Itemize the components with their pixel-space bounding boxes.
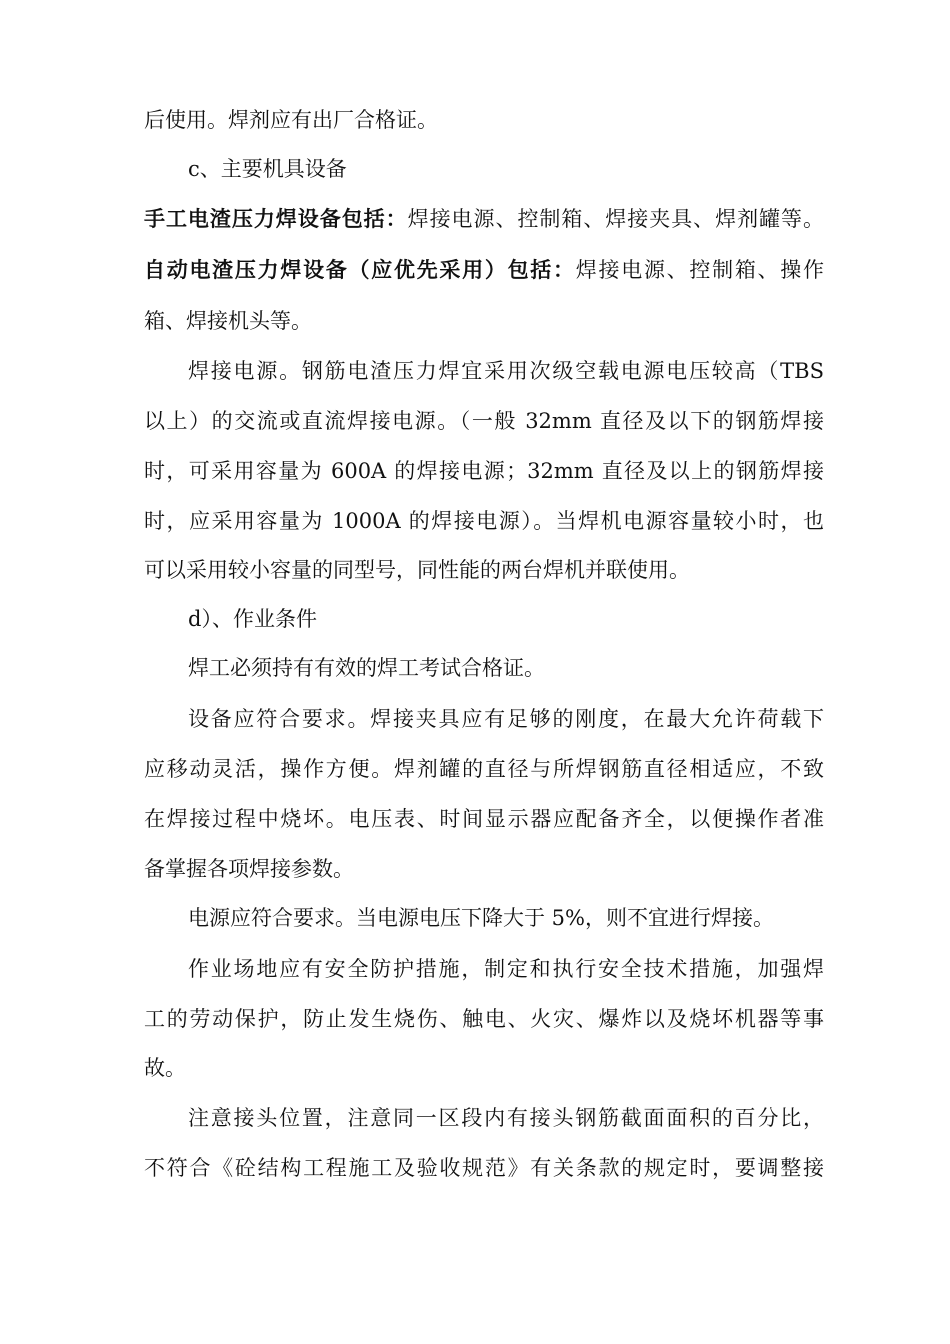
body-text-line: 时，应采用容量为 1000A 的焊接电源）。当焊机电源容量较小时，也	[144, 509, 824, 533]
section-heading-d: d）、作业条件	[188, 607, 317, 631]
section-heading-c: c、主要机具设备	[188, 157, 347, 181]
body-text-line: 时，可采用容量为 600A 的焊接电源；32mm 直径及以上的钢筋焊接	[144, 459, 824, 483]
body-text-line: 注意接头位置，注意同一区段内有接头钢筋截面面积的百分比，	[188, 1106, 824, 1130]
body-text-line: 作业场地应有安全防护措施，制定和执行安全技术措施，加强焊	[188, 957, 824, 981]
body-text-line: 后使用。焊剂应有出厂合格证。	[144, 108, 438, 132]
body-text-line: 焊接电源。钢筋电渣压力焊宜采用次级空载电源电压较高（TBS	[188, 359, 824, 383]
body-text-line: 以上）的交流或直流焊接电源。（一般 32mm 直径及以下的钢筋焊接	[144, 409, 824, 433]
body-text-line: 可以采用较小容量的同型号，同性能的两台焊机并联使用。	[144, 558, 690, 582]
body-text-line: 设备应符合要求。焊接夹具应有足够的刚度，在最大允许荷载下	[188, 707, 824, 731]
body-text-line: 不符合《砼结构工程施工及验收规范》有关条款的规定时，要调整接	[144, 1156, 824, 1180]
body-text-line: 在焊接过程中烧坏。电压表、时间显示器应配备齐全，以便操作者准	[144, 807, 824, 831]
body-text-line: 焊工必须持有有效的焊工考试合格证。	[188, 656, 545, 680]
body-text-line: 备掌握各项焊接参数。	[144, 857, 354, 881]
body-text-line: 应移动灵活，操作方便。焊剂罐的直径与所焊钢筋直径相适应，不致	[144, 757, 824, 781]
manual-equipment-line	[144, 203, 824, 235]
body-text-span: 焊接电源、控制箱、操作	[575, 258, 824, 282]
bold-label: 手工电渣压力焊设备包括：	[144, 207, 408, 231]
body-text-line: 故。	[144, 1056, 186, 1080]
body-text-span: 焊接电源、控制箱、焊接夹具、焊剂罐等。	[407, 207, 824, 231]
body-text-line: 工的劳动保护，防止发生烧伤、触电、火灾、爆炸以及烧坏机器等事	[144, 1007, 824, 1031]
bold-label: 自动电渣压力焊设备（应优先采用）包括：	[144, 258, 576, 282]
body-text-line: 箱、焊接机头等。	[144, 309, 312, 333]
auto-equipment-line	[144, 254, 824, 286]
body-text-line: 电源应符合要求。当电源电压下降大于 5%，则不宜进行焊接。	[188, 906, 774, 930]
